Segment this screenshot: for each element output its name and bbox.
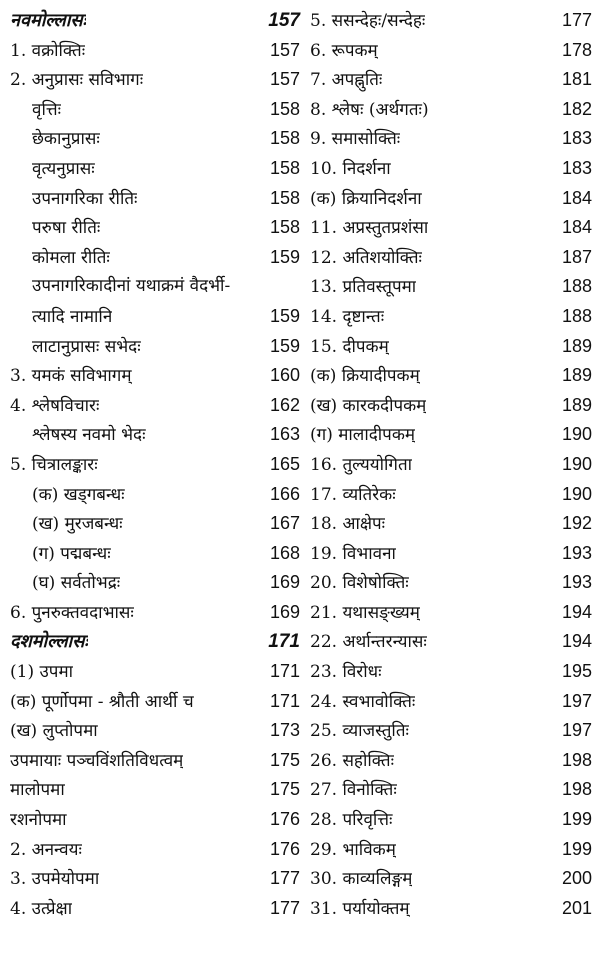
contents-entry xyxy=(10,509,300,539)
entry-title: 6. रूपकम् xyxy=(310,40,378,61)
entry-title: 12. अतिशयोक्तिः xyxy=(310,247,422,268)
entry-title: 24. स्वभावोक्तिः xyxy=(310,691,416,712)
entry-page-number: 190 xyxy=(561,483,592,504)
contents-entry xyxy=(310,480,592,510)
entry-page-number: 177 xyxy=(561,10,592,30)
entry-page-number: 158 xyxy=(269,187,300,208)
entry-page-number: 195 xyxy=(561,661,592,682)
contents-entry xyxy=(10,154,300,184)
entry-page-number: 162 xyxy=(269,394,300,415)
entry-title: 31. पर्यायोक्तम् xyxy=(310,898,410,919)
entry-page-number: 171 xyxy=(268,631,300,653)
entry-title: (ग) मालादीपकम् xyxy=(310,425,416,446)
entry-page-number: 182 xyxy=(561,98,592,119)
entry-page-number: 176 xyxy=(269,838,300,859)
entry-page-number: 169 xyxy=(269,572,300,593)
entry-title: (ख) कारकदीपकम् xyxy=(310,395,427,416)
right-column xyxy=(310,6,592,954)
entry-title: 9. समासोक्तिः xyxy=(310,129,401,150)
entry-page-number: 158 xyxy=(269,98,300,119)
entry-page-number: 184 xyxy=(561,187,592,208)
contents-entry xyxy=(10,568,300,598)
contents-entry xyxy=(310,805,592,835)
entry-page-number: 159 xyxy=(269,246,300,267)
contents-entry xyxy=(10,716,300,746)
entry-page-number: 188 xyxy=(561,276,592,297)
entry-page-number: 176 xyxy=(269,809,300,830)
contents-entry xyxy=(310,243,592,273)
contents-entry xyxy=(310,568,592,598)
contents-entry xyxy=(310,154,592,184)
contents-entry xyxy=(10,65,300,95)
contents-columns xyxy=(10,6,592,954)
chapter-heading xyxy=(10,6,300,36)
contents-entry xyxy=(10,361,300,391)
entry-title: 25. व्याजस्तुतिः xyxy=(310,721,409,742)
entry-title: 7. अपह्नुतिः xyxy=(310,70,383,91)
entry-title: 19. विभावना xyxy=(310,543,396,564)
entry-page-number: 189 xyxy=(561,394,592,415)
entry-title: 15. दीपकम् xyxy=(310,336,389,357)
contents-entry xyxy=(10,480,300,510)
entry-title: (क) क्रियानिदर्शना xyxy=(310,188,422,209)
entry-title: 18. आक्षेपः xyxy=(310,514,386,535)
entry-title: त्यादि नामानि xyxy=(32,306,113,327)
entry-title: 30. काव्यलिङ्गम् xyxy=(310,869,413,890)
entry-title: 11. अप्रस्तुतप्रशंसा xyxy=(310,218,429,239)
entry-page-number: 175 xyxy=(269,749,300,770)
entry-page-number: 199 xyxy=(561,838,592,859)
contents-entry xyxy=(10,124,300,154)
entry-title: मालोपमा xyxy=(10,780,65,801)
entry-title: 4. उत्प्रेक्षा xyxy=(10,898,73,919)
contents-entry xyxy=(10,894,300,924)
contents-entry xyxy=(310,302,592,332)
entry-page-number: 193 xyxy=(561,542,592,563)
contents-entry xyxy=(310,657,592,687)
entry-page-number: 171 xyxy=(269,690,300,711)
contents-entry xyxy=(310,598,592,628)
contents-entry xyxy=(310,450,592,480)
contents-entry xyxy=(10,805,300,835)
contents-entry xyxy=(10,332,300,362)
contents-entry xyxy=(310,746,592,776)
entry-page-number: 183 xyxy=(561,157,592,178)
chapter-heading xyxy=(10,627,300,657)
contents-entry xyxy=(10,420,300,450)
contents-entry xyxy=(10,598,300,628)
contents-entry xyxy=(310,539,592,569)
entry-title: 26. सहोक्तिः xyxy=(310,750,395,771)
contents-entry xyxy=(10,864,300,894)
entry-title: (ख) मुरजबन्धः xyxy=(32,514,123,535)
entry-page-number: 159 xyxy=(269,305,300,326)
contents-entry xyxy=(10,302,300,332)
entry-title: उपमायाः पञ्चविंशतिविधत्वम् xyxy=(10,750,184,771)
entry-page-number: 157 xyxy=(269,69,300,90)
contents-entry xyxy=(10,243,300,273)
contents-entry xyxy=(10,272,300,302)
contents-entry xyxy=(10,95,300,125)
entry-page-number: 183 xyxy=(561,128,592,149)
contents-entry xyxy=(310,835,592,865)
contents-entry xyxy=(10,391,300,421)
entry-page-number: 160 xyxy=(269,365,300,386)
entry-page-number: 187 xyxy=(561,246,592,267)
entry-title: 5. चित्रालङ्कारः xyxy=(10,454,98,475)
entry-page-number: 198 xyxy=(561,749,592,770)
contents-entry xyxy=(310,213,592,243)
entry-title: 27. विनोक्तिः xyxy=(310,780,397,801)
entry-page-number: 165 xyxy=(269,453,300,474)
entry-title: 5. ससन्देहः/सन्देहः xyxy=(310,11,426,31)
entry-page-number: 163 xyxy=(269,424,300,445)
entry-page-number: 166 xyxy=(269,483,300,504)
entry-title: 6. पुनरुक्तवदाभासः xyxy=(10,602,134,623)
contents-entry xyxy=(310,627,592,657)
entry-page-number: 190 xyxy=(561,453,592,474)
entry-page-number: 184 xyxy=(561,217,592,238)
contents-entry xyxy=(310,95,592,125)
entry-page-number: 158 xyxy=(269,128,300,149)
entry-page-number: 177 xyxy=(269,868,300,889)
left-column xyxy=(10,6,300,954)
entry-title: 2. अनन्वयः xyxy=(10,839,82,860)
entry-title: (क) पूर्णोपमा - श्रौती आर्थी च xyxy=(10,691,194,712)
entry-title: (ग) पद्मबन्धः xyxy=(32,543,111,564)
entry-title: 16. तुल्ययोगिता xyxy=(310,454,413,475)
entry-page-number: 201 xyxy=(561,897,592,918)
entry-title: 4. श्लेषविचारः xyxy=(10,395,100,416)
entry-page-number: 159 xyxy=(269,335,300,356)
entry-page-number: 194 xyxy=(561,601,592,622)
entry-page-number: 171 xyxy=(269,661,300,682)
contents-entry xyxy=(310,687,592,717)
contents-entry xyxy=(310,272,592,302)
entry-title: 28. परिवृत्तिः xyxy=(310,810,393,831)
entry-title: 10. निदर्शना xyxy=(310,158,391,179)
contents-entry xyxy=(10,450,300,480)
entry-title: नवमोल्लासः xyxy=(10,10,87,31)
entry-page-number: 192 xyxy=(561,513,592,534)
contents-entry xyxy=(10,746,300,776)
entry-title: 23. विरोधः xyxy=(310,662,382,683)
contents-entry xyxy=(10,687,300,717)
entry-title: रशनोपमा xyxy=(10,810,67,831)
entry-page-number: 157 xyxy=(269,39,300,60)
entry-title: 2. अनुप्रासः सविभागः xyxy=(10,70,144,91)
entry-title: 17. व्यतिरेकः xyxy=(310,484,396,505)
entry-page-number: 173 xyxy=(269,720,300,741)
contents-entry xyxy=(310,894,592,924)
contents-entry xyxy=(10,213,300,243)
entry-title: दशमोल्लासः xyxy=(10,631,89,653)
contents-entry xyxy=(10,36,300,66)
entry-title: लाटानुप्रासः सभेदः xyxy=(32,336,141,357)
entry-page-number: 199 xyxy=(561,809,592,830)
entry-page-number: 157 xyxy=(268,10,300,31)
entry-page-number: 198 xyxy=(561,779,592,800)
entry-page-number: 178 xyxy=(561,39,592,60)
entry-page-number: 158 xyxy=(269,217,300,238)
entry-title: (1) उपमा xyxy=(10,662,74,683)
entry-title: 22. अर्थान्तरन्यासः xyxy=(310,632,427,653)
entry-title: 29. भाविकम् xyxy=(310,839,396,860)
entry-title: (घ) सर्वतोभद्रः xyxy=(32,573,121,594)
entry-page-number: 175 xyxy=(269,779,300,800)
contents-entry xyxy=(310,6,592,36)
entry-title: (ख) लुप्तोपमा xyxy=(10,721,98,742)
entry-page-number: 167 xyxy=(269,513,300,534)
entry-title: 3. यमकं सविभागम् xyxy=(10,366,132,387)
entry-title: कोमला रीतिः xyxy=(32,247,110,268)
contents-entry xyxy=(10,835,300,865)
entry-title: 3. उपमेयोपमा xyxy=(10,869,100,890)
contents-entry xyxy=(310,361,592,391)
contents-entry xyxy=(310,775,592,805)
contents-entry xyxy=(310,716,592,746)
contents-entry xyxy=(310,36,592,66)
contents-entry xyxy=(310,864,592,894)
entry-title: उपनागरिकादीनां यथाक्रमं वैदर्भी- xyxy=(32,276,231,297)
entry-title: (क) खड्गबन्धः xyxy=(32,484,125,505)
entry-title: (क) क्रियादीपकम् xyxy=(310,366,420,387)
contents-entry xyxy=(310,184,592,214)
entry-title: परुषा रीतिः xyxy=(32,218,101,239)
entry-page-number: 197 xyxy=(561,690,592,711)
entry-page-number: 158 xyxy=(269,157,300,178)
contents-entry xyxy=(10,539,300,569)
entry-page-number: 189 xyxy=(561,365,592,386)
entry-page-number: 168 xyxy=(269,542,300,563)
contents-entry xyxy=(310,391,592,421)
contents-entry xyxy=(310,124,592,154)
entry-title: 20. विशेषोक्तिः xyxy=(310,573,409,594)
entry-title: 21. यथासङ्ख्यम् xyxy=(310,602,420,623)
contents-entry xyxy=(10,657,300,687)
entry-page-number: 188 xyxy=(561,305,592,326)
entry-page-number: 190 xyxy=(561,424,592,445)
entry-page-number: 169 xyxy=(269,601,300,622)
entry-page-number: 197 xyxy=(561,720,592,741)
entry-page-number: 194 xyxy=(561,631,592,652)
entry-title: 14. दृष्टान्तः xyxy=(310,306,385,327)
contents-entry xyxy=(310,509,592,539)
entry-title: वृत्तिः xyxy=(32,99,62,120)
entry-page-number: 181 xyxy=(561,69,592,90)
entry-title: छेकानुप्रासः xyxy=(32,129,100,150)
entry-title: श्लेषस्य नवमो भेदः xyxy=(32,425,146,446)
entry-title: वृत्यनुप्रासः xyxy=(32,158,95,179)
contents-entry xyxy=(310,65,592,95)
entry-page-number: 193 xyxy=(561,572,592,593)
entry-page-number: 200 xyxy=(561,868,592,889)
entry-page-number: 177 xyxy=(269,897,300,918)
entry-title: 13. प्रतिवस्तूपमा xyxy=(310,277,417,298)
entry-page-number: 189 xyxy=(561,335,592,356)
entry-title: उपनागरिका रीतिः xyxy=(32,188,138,209)
contents-entry xyxy=(10,184,300,214)
contents-entry xyxy=(10,775,300,805)
contents-entry xyxy=(310,420,592,450)
contents-entry xyxy=(310,332,592,362)
entry-title: 1. वक्रोक्तिः xyxy=(10,40,86,61)
entry-title: 8. श्लेषः (अर्थगतः) xyxy=(310,99,429,120)
